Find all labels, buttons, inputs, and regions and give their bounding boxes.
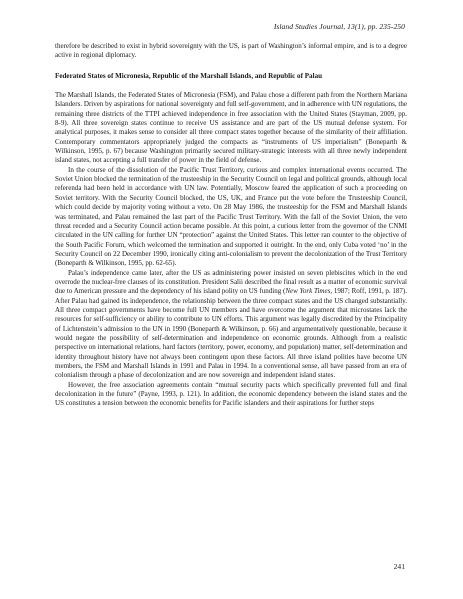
body-paragraph-2 xyxy=(55,166,407,269)
running-header: Island Studies Journal, 13(1), pp. 235-250 xyxy=(273,22,405,31)
paragraph-text: The Marshall Islands, the Federated States of Micronesia (FSM), and Palau chose a different path from the Northern Mariana Islanders. Driven by aspirations for national sovereignty and full self-government, and in adherence with UN regulations, the remaining three districts of the TTPI achieved independence in free association with the United States (Stayman, 2009, pp. 8-9). All three sovereign states continue to receive US assistance and are part of the US mutual defense system. For analytical purposes, it makes sense to consider all three compact states together because of the similarity of their affiliation. Contemporary commentators appropriately judged the compacts as “instruments of US imperialism” (Boneparth & Wilkinson, 1995, p. 67) because Washington primarily secured military-strategic interests with all three newly independent island states, not accepting a full transfer of power in the field of defense. xyxy=(55,91,407,165)
body-paragraph-4 xyxy=(55,381,407,409)
section-heading: Federated States of Micronesia, Republic of the Marshall Islands, and Republic of Palau xyxy=(55,71,323,80)
italic-citation: New York Times xyxy=(285,287,331,296)
paragraph-text: Palau’s independence came later, after the US as administering power insisted on seven plebiscites which in the end overrode the nuclear-free clauses of its constitution. President Salii described the final result as a matter of economic survival due to American pressure and the dependency of his island polity on US funding ( xyxy=(55,268,407,296)
paragraph-text: However, the free association agreements contain “mutual security pacts which specifically prevented full and final decolonization in the future” (Payne, 1993, p. 121). In addition, the economic dependency between the island states and the US constitutes a tension between the economic benefits for Pacific islanders and their aspirations for further steps xyxy=(55,380,407,408)
article-body xyxy=(55,42,407,409)
body-paragraph-3 xyxy=(55,269,407,381)
body-paragraph-1 xyxy=(55,91,407,166)
continuation-paragraph: therefore be described to exist in hybrid sovereignty with the US, is part of Washington’s informal empire, and is to a degree active in regional diplomacy. xyxy=(55,42,407,60)
paragraph-text: In the course of the dissolution of the Pacific Trust Territory, curious and complex international events occurred. The Soviet Union blocked the termination of the trusteeship in the Security Council on legal and political grounds, although local referenda had been held in accordance with UN law. Potentially, Moscow feared the application of such a proceeding on Soviet territory. With the Security Council blocked, the US, UK, and France put the vote before the Trusteeship Council, which could decide by majority voting without a veto. On 28 May 1986, the trusteeship for the FSM and Marshall Islands was terminated, and Palau remained the last part of the Pacific Trust Territory. With the fall of the Soviet Union, the veto threat receded and a Security Council action became possible. At this point, a curious letter from the governor of the CNMI circulated in the UN calling for further UN “protection” against the United States. This letter ran counter to the objective of the South Pacific Forum, which welcomed the termination and supported it outright. In the end, only Cuba voted ‘no’ in the Security Council on 22 December 1990, ironically citing anti-colonialism to prevent the decolonization of the Trust Territory (Boneparth & Wilkinson, 1995, pp. 62-65). xyxy=(55,165,407,268)
paragraph-text: , 1987; Roff, 1991, p. 187). After Palau had gained its independence, the relationship between the three compact states and the US changed substantially. All three compact governments have become full UN members and have overcome the argument that microstates lack the resources for self-sufficiency or ability to contribute to UN efforts. This argument was legally discredited by the Principality of Lichtenstein’s admission to the UN in 1990 (Boneparth & Wilkinson, p. 66) and argumentatively questionable, because it would negate the possibility of self-determination and independence on economic grounds. Although from a realistic perspective on international relations, hard factors (territory, power, economy, and population) matter, self-determination and identity throughout history have not always been contingent upon these factors. All three island polities have become UN members, the FSM and Marshall Islands in 1991 and Palau in 1994. In a conventional sense, all have passed from an era of colonialism through a phase of decolonization and are now sovereign and independent island states. xyxy=(55,287,408,380)
page-number: 241 xyxy=(393,562,405,571)
